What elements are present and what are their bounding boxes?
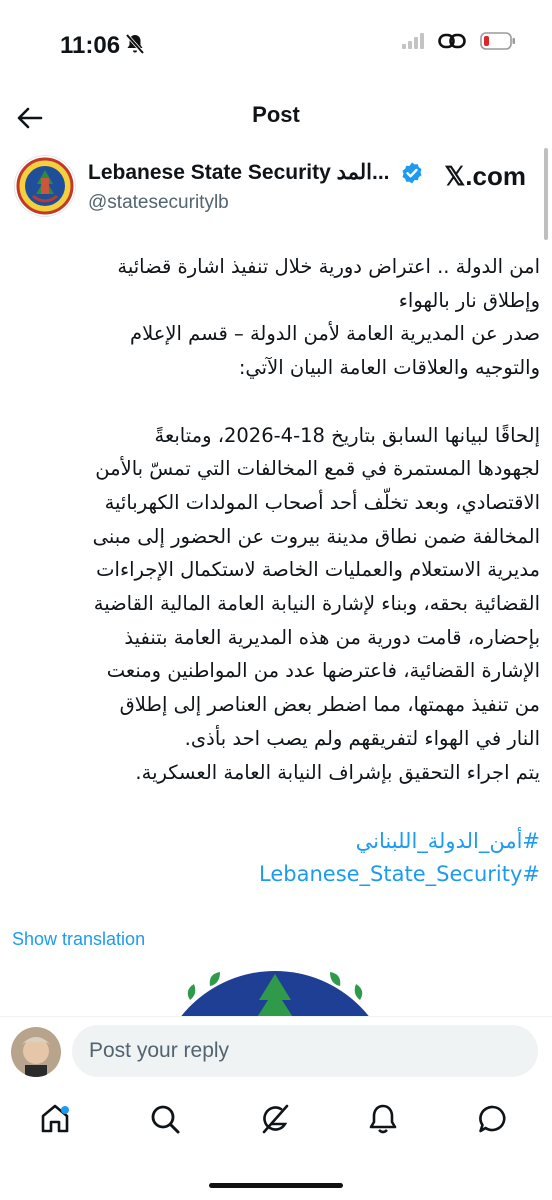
post-line: مديرية الاستعلام والعمليات الخاصة لاستكمال الإجراءات	[96, 558, 540, 582]
top-bar	[0, 90, 552, 146]
post-line: القضائية بحقه، وبناء لإشارة النيابة العامة المالية القاضية	[93, 592, 540, 616]
silent-bell-icon	[123, 32, 147, 56]
user-photo-icon	[11, 1027, 61, 1077]
post-text	[8, 250, 540, 789]
post-line: من تنفيذ مهمتها، مما اضطر بعض العناصر إلى إطلاق	[119, 693, 540, 717]
author-handle[interactable]: @statesecuritylb	[88, 192, 229, 213]
post-line: لجهودها المستمرة في قمع المخالفات التي تمسّ بالأمن	[95, 457, 540, 481]
notifications-icon[interactable]	[366, 1102, 400, 1136]
post-line: الاقتصادي، وبعد تخلّف أحد أصحاب المولدات الكهربائية	[104, 490, 540, 514]
status-bar	[0, 0, 552, 90]
search-icon[interactable]	[148, 1102, 182, 1136]
show-translation-link[interactable]: Show translation	[12, 929, 146, 949]
reply-bar	[0, 1016, 552, 1089]
signal-icon	[402, 33, 424, 49]
post-line: إلحاقًا لبيانها السابق بتاريخ 18-4-2026، ومتابعةً	[154, 423, 540, 447]
post-line: النار في الهواء لتفريقهم ولم يصب احد بأذى.	[184, 726, 540, 750]
post-line: وإطلاق نار بالهواء	[398, 288, 540, 312]
messages-icon[interactable]	[476, 1102, 510, 1136]
home-icon[interactable]	[38, 1102, 72, 1136]
reply-input[interactable]: Post your reply	[72, 1025, 538, 1077]
hashtags	[8, 825, 540, 891]
post-line: بإحضاره، قامت دورية من هذه المديرية العامة بتنفيذ	[124, 625, 540, 649]
paragraph-gap	[8, 385, 540, 419]
author-name[interactable]: Lebanese State Security المد...	[88, 161, 390, 184]
post-line: صدر عن المديرية العامة لأمن الدولة – قسم الإعلام	[130, 322, 540, 346]
post-line: والتوجيه والعلاقات العامة البيان الآتي:	[238, 356, 540, 380]
home-indicator	[209, 1183, 343, 1188]
hashtag-link[interactable]: #Lebanese_State_Security	[259, 862, 540, 886]
battery-icon	[480, 32, 516, 50]
x-com-label: 𝕏.com	[444, 161, 526, 191]
scroll-indicator	[544, 148, 548, 240]
page-title: Post	[252, 102, 300, 127]
state-security-logo-icon	[15, 156, 75, 216]
post-line: امن الدولة .. اعتراض دورية خلال تنفيذ اشارة قضائية	[117, 255, 540, 278]
grok-icon[interactable]	[258, 1102, 292, 1136]
link-icon	[438, 32, 466, 50]
post-line: الإشارة القضائية، فاعترضها عدد من المواطنين ومنعت	[106, 659, 540, 683]
author-avatar[interactable]	[14, 155, 76, 217]
verified-badge-icon	[400, 161, 424, 185]
post-line: يتم اجراء التحقيق بإشراف النيابة العامة العسكرية.	[135, 760, 540, 784]
user-avatar[interactable]	[11, 1027, 61, 1077]
post-line: المخالفة ضمن نطاق مدينة بيروت عن الحضور إلى مبنى	[92, 524, 540, 548]
hashtag-link[interactable]: #أمن_الدولة_اللبناني	[355, 829, 540, 853]
status-time: 11:06	[60, 32, 121, 59]
